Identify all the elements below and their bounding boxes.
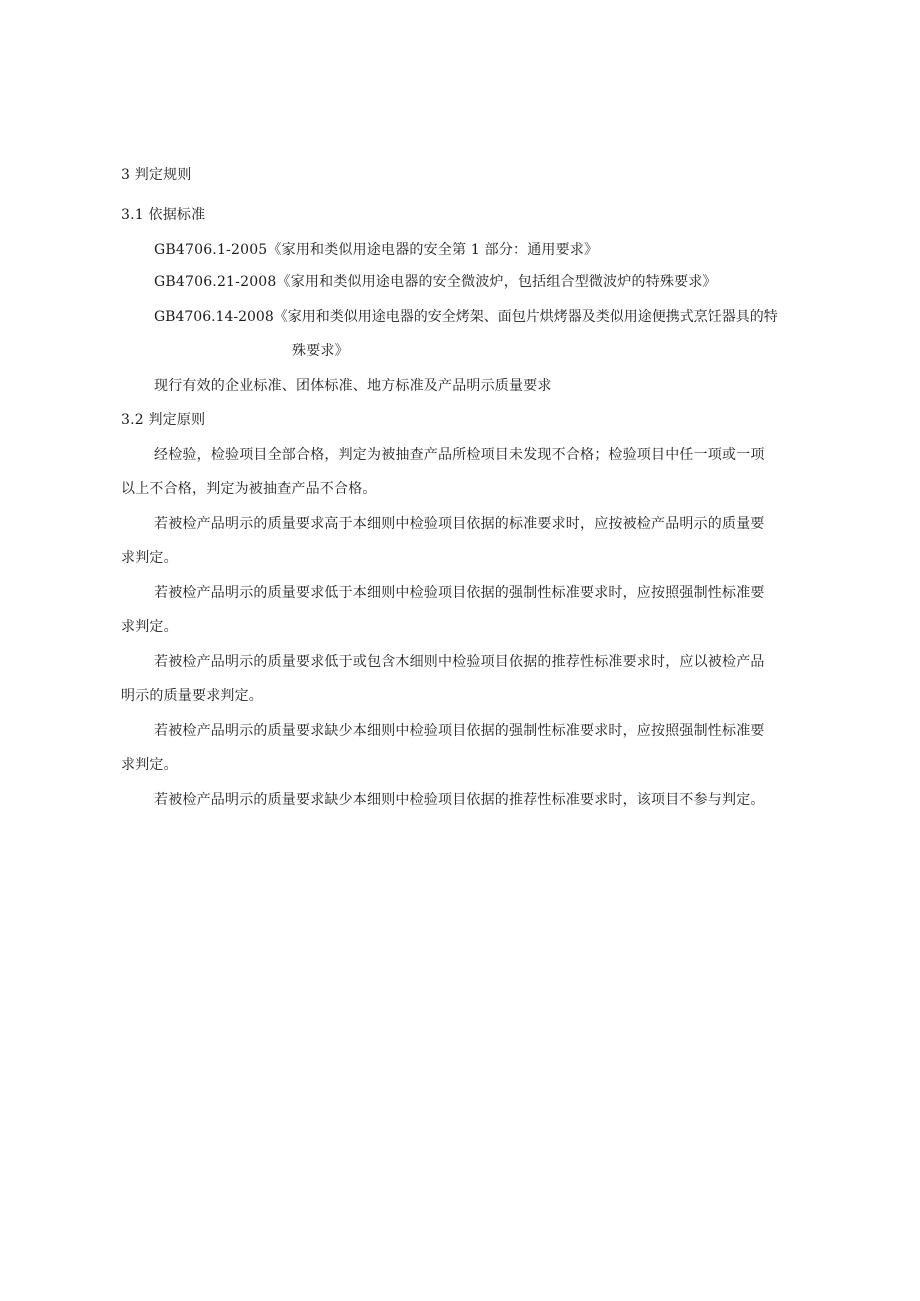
section-heading: 3 判定规则 <box>121 167 192 183</box>
principle-line: 若被检产品明示的质量要求低于或包含木细则中检验项目依据的推荐性标准要求时，应以被检产品 <box>154 654 765 670</box>
standards-heading: 3.1 依据标准 <box>121 207 206 223</box>
principle-line: 求判定。 <box>121 619 178 635</box>
principle-line: 若被检产品明示的质量要求低于本细则中检验项目依据的强制性标准要求时，应按照强制性标准要 <box>154 585 765 601</box>
principle-line: 求判定。 <box>121 757 178 773</box>
principle-line: 求判定。 <box>121 550 178 566</box>
principle-line: 若被检产品明示的质量要求缺少本细则中检验项目依据的强制性标准要求时，应按照强制性标准要 <box>154 723 765 739</box>
standard-item-continuation: 殊要求》 <box>292 343 349 359</box>
standard-item: GB4706.21-2008《家用和类似用途电器的安全微波炉，包括组合型微波炉的特殊要求》 <box>154 274 717 290</box>
standard-item: GB4706.14-2008《家用和类似用途电器的安全烤架、面包片烘烤器及类似用途便携式烹饪器具的特 <box>154 309 778 325</box>
principle-line: 若被检产品明示的质量要求缺少本细则中检验项目依据的推荐性标准要求时，该项目不参与判定。 <box>154 792 765 808</box>
principle-line: 以上不合格，判定为被抽查产品不合格。 <box>121 481 377 497</box>
standard-item: GB4706.1-2005《家用和类似用途电器的安全第 1 部分：通用要求》 <box>154 242 599 258</box>
principle-line: 经检验，检验项目全部合格，判定为被抽查产品所检项目未发现不合格；检验项目中任一项或一项 <box>154 447 765 463</box>
standard-item: 现行有效的企业标准、团体标准、地方标准及产品明示质量要求 <box>154 378 552 394</box>
principle-line: 若被检产品明示的质量要求高于本细则中检验项目依据的标准要求时，应按被检产品明示的质量要 <box>154 516 765 532</box>
principle-line: 明示的质量要求判定。 <box>121 688 263 704</box>
principles-heading: 3.2 判定原则 <box>121 412 206 428</box>
